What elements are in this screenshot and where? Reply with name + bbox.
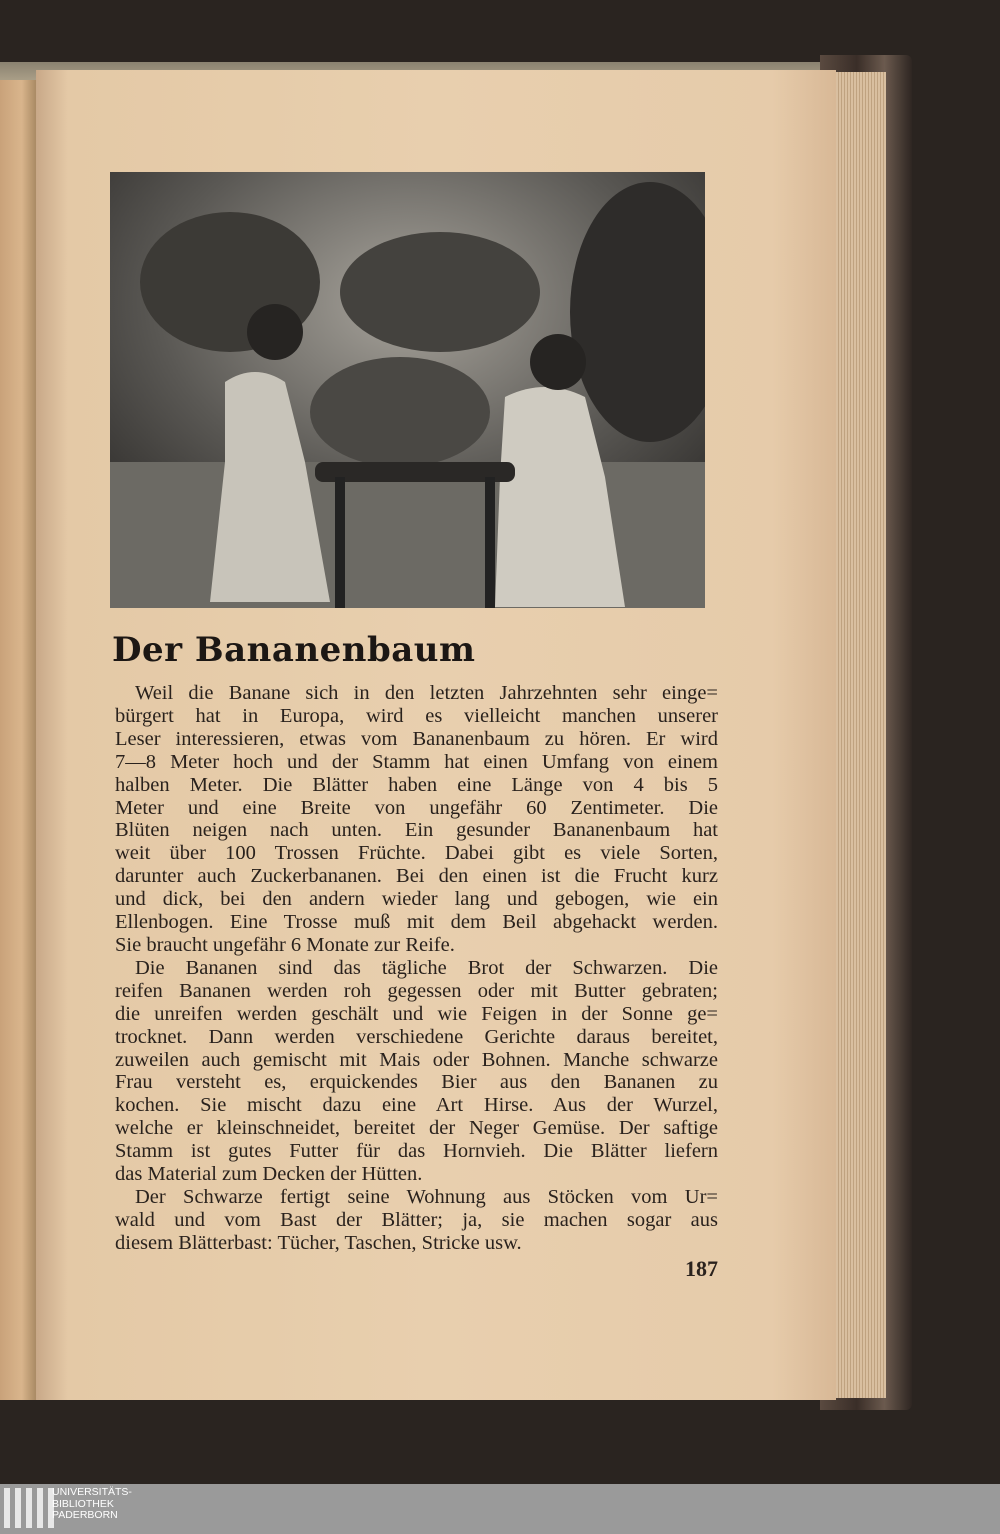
- text-line: welche er kleinschneidet, bereitet der Neger Gemüse. Der saftige: [115, 1117, 718, 1140]
- text-line: Weil die Banane sich in den letzten Jahrzehnten sehr einge=: [135, 682, 718, 704]
- text-line: die unreifen werden geschält und wie Feigen in der Sonne ge=: [115, 1002, 718, 1025]
- text-line: halben Meter. Die Blätter haben eine Länge von 4 bis 5: [115, 773, 718, 796]
- text-line: wald und vom Bast der Blätter; ja, sie machen sogar aus: [115, 1208, 718, 1231]
- text-line: und dick, bei den andern wieder lang und gebogen, wie ein: [115, 888, 718, 911]
- text-line: bürgert hat in Europa, wird es vielleicht manchen unserer: [115, 704, 718, 727]
- text-line: Ellenbogen. Eine Trosse muß mit dem Beil abgehackt werden.: [115, 911, 718, 934]
- text-line: Blüten neigen nach unten. Ein gesunder Bananenbaum hat: [115, 819, 718, 842]
- text-line: trocknet. Dann werden verschiedene Gerichte daraus bereitet,: [115, 1025, 718, 1048]
- logo-line: PADERBORN: [52, 1509, 118, 1521]
- text-line: zuweilen auch gemischt mit Mais oder Bohnen. Manche schwarze: [115, 1048, 718, 1071]
- library-logo-icon: [4, 1488, 54, 1528]
- logo-line: BIBLIOTHEK: [52, 1497, 114, 1510]
- text-line: Meter und eine Breite von ungefähr 60 Zentimeter. Die: [115, 796, 718, 819]
- text-line: reifen Bananen werden roh gegessen oder mit Butter gebraten;: [115, 979, 718, 1002]
- text-line: weit über 100 Trossen Früchte. Dabei gibt es viele Sorten,: [115, 842, 718, 865]
- photo-children-with-bananas: [110, 172, 705, 608]
- left-page-edge: [0, 80, 36, 1400]
- library-logo-text: [52, 1487, 132, 1522]
- text-line: 7—8 Meter hoch und der Stamm hat einen Umfang von einem: [115, 750, 718, 773]
- text-line: kochen. Sie mischt dazu eine Art Hirse. Aus der Wurzel,: [115, 1094, 718, 1117]
- text-line: Frau versteht es, erquickendes Bier aus den Bananen zu: [115, 1071, 718, 1094]
- text-line: diesem Blätterbast: Tücher, Taschen, Stricke usw.: [115, 1231, 522, 1254]
- text-line: Stamm ist gutes Futter für das Hornvieh. Die Blätter liefern: [115, 1140, 718, 1163]
- text-line: Der Schwarze fertigt seine Wohnung aus Stöcken vom Ur=: [135, 1185, 718, 1208]
- page-edges: [836, 72, 886, 1398]
- text-line: darunter auch Zuckerbananen. Bei den einen ist die Frucht kurz: [115, 865, 718, 888]
- article-body: [115, 682, 718, 1255]
- page-number: 187: [685, 1256, 718, 1281]
- article-title: Der Bananenbaum: [112, 630, 476, 670]
- text-line: Leser interessieren, etwas vom Bananenbaum zu hören. Er wird: [115, 727, 718, 750]
- logo-line: UNIVERSITÄTS-: [52, 1486, 132, 1498]
- text-line: Sie braucht ungefähr 6 Monate zur Reife.: [115, 933, 455, 956]
- library-footer: [0, 1484, 1000, 1534]
- text-line: Die Bananen sind das tägliche Brot der Schwarzen. Die: [135, 956, 718, 979]
- text-line: das Material zum Decken der Hütten.: [115, 1163, 423, 1186]
